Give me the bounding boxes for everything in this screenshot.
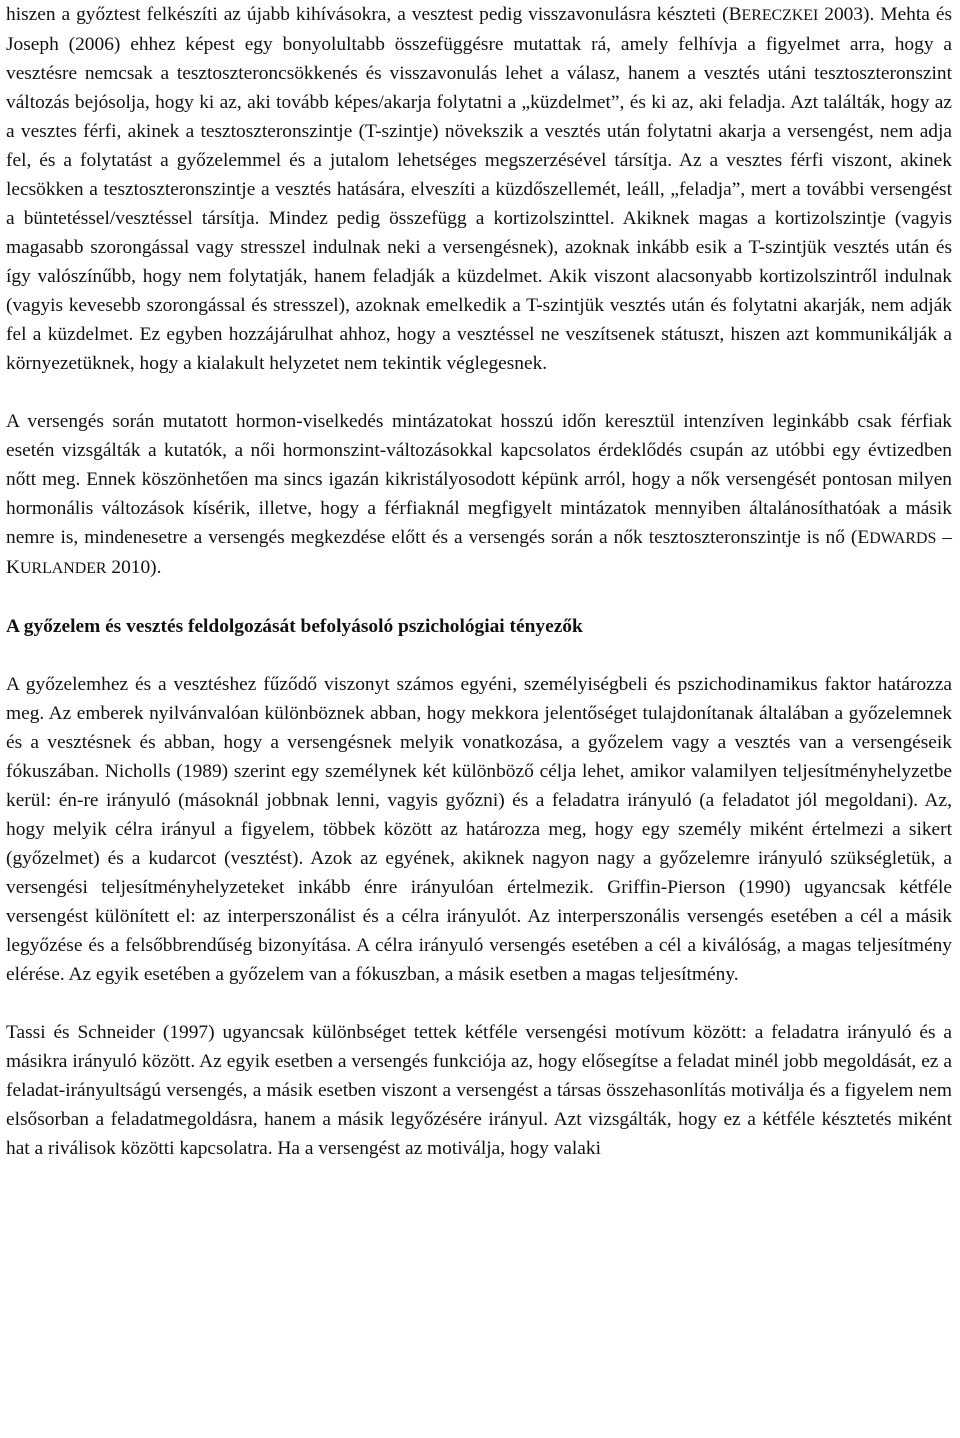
document-page [6,0,952,1163]
author-smallcaps: ERECZKEI [741,7,819,24]
section-heading: A győzelem és vesztés feldolgozását befolyásoló pszichológiai tényezők [6,616,583,637]
paragraph-text: 2003). Mehta és Joseph (2006) ehhez képest egy bonyolultabb összefüggésre mutattak rá, amely felhívja a figyelmet arra, hogy a vesztésre nemcsak a tesztoszteroncsökkenés és visszavonulás lehet a válasz, hanem a vesztés utáni tesztoszteronszint változás bejósolja, hogy ki az, aki tovább képes/akarja folytatni a „küzdelmet”, és ki az, aki feladja. Azt találták, hogy az a vesztes férfi, akinek a tesztoszteronszintje (T-szintje) növekszik a vesztés után folytatni akarja a versengést, nem adja fel, és a folytatást a győzelemmel és a jutalom lehetséges megszerzésével társítja. Az a vesztes férfi viszont, akinek lecsökken a tesztoszteronszintje a vesztés hatására, elveszíti a küzdőszellemét, leáll, „feladja”, mert a további versengést a büntetéssel/vesztéssel társítja. Mindez pedig összefügg a kortizolszinttel. Akiknek magas a kortizolszintje (vagyis magasabb szorongással vagy stresszel indulnak neki a versengésnek), azoknak inkább esik a T-szintjük vesztés után és így valószínűbb, hogy nem folytatják, hanem feladják a küzdelmet. Akik viszont alacsonyabb kortizolszintről indulnak (vagyis kevesebb szorongással és stresszel), azoknak emelkedik a T-szintjük vesztés után és folytatni akarják, nem adják fel a küzdelmet. Ez egyben hozzájárulhat ahhoz, hogy a vesztéssel ne veszítsenek státuszt, hiszen azt kommunikálják a környezetüknek, hogy a kialakult helyzetet nem tekintik véglegesnek. [6,4,952,374]
paragraph-text: 2010). [106,557,162,578]
paragraph-testosterone-loss [6,0,952,378]
paragraph-psychological-factors: A győzelemhez és a vesztéshez fűződő viszonyt számos egyéni, személyiségbeli és pszichodinamikus faktor határozza meg. Az emberek nyilvánvalóan különböznek abban, hogy mekkora jelentőséget tulajdonítanak általában a győzelemnek és a vesztésnek és abban, hogy a versengésnek melyik vonatkozása, a győzelem vagy a vesztés van a versengéseik fókuszában. Nicholls (1989) szerint egy személynek két különböző célja lehet, amikor valamilyen teljesítményhelyzetbe kerül: én-re irányuló (másoknál jobbnak lenni, vagyis győzni) és a feladatra irányuló (a feladatot jól megoldani). Az, hogy melyik célra irányul a figyelem, többek között az határozza meg, hogy egy személy miként értelmezi a sikert (győzelmet) és a kudarcot (vesztést). Azok az egyének, akiknek nagyon nagy a győzelemre irányuló szükségletük, a versengési teljesítményhelyzeteket inkább énre irányulóan értelmezik. Griffin-Pierson (1990) ugyancsak kétféle versengést különített el: az interperszonálist és a célra irányulót. Az interperszonális versengés esetében a cél a másik legyőzése és a felsőbbrendűség bizonyítása. A célra irányuló versengés esetében a cél a kiválóság, a magas teljesítmény elérése. Az egyik esetében a győzelem van a fókuszban, a másik esetben a magas teljesítmény. [6,674,952,985]
paragraph-text: A versengés során mutatott hormon-viselkedés mintázatokat hosszú időn keresztül intenzíven leginkább csak férfiak esetén vizsgálták a kutatók, a női hormonszint-változásokkal kapcsolatos érdeklődés csupán az utóbbi egy évtizedben nőtt meg. Ennek köszönhetően ma sincs igazán kikristályosodott képünk arról, hogy a nők versengését pontosan milyen hormonális változások kísérik, illetve, hogy a férfiaknál megfigyelt mintázatok mennyiben általánosíthatóak a másik nemre is, mindenesetre a versengés megkezdése előtt és a versengés során a nők tesztoszteronszintje is nő (E [6,411,952,548]
paragraph-women-hormones [6,407,952,583]
author-smallcaps: URLANDER [20,560,107,577]
paragraph-competition-motives: Tassi és Schneider (1997) ugyancsak különbséget tettek kétféle versengési motívum között: a feladatra irányuló és a másikra irányuló között. Az egyik esetben a versengés funkciója az, hogy elősegítse a feladat minél jobb megoldását, ez a feladat-irányultságú versengés, a másik esetben viszont a versengést a társas összehasonlítás motiválja és a figyelem nem elsősorban a feladatmegoldásra, hanem a másik legyőzésére irányul. Azt vizsgálták, hogy ez a kétféle késztetés miként hat a riválisok közötti kapcsolatra. Ha a versengést az motiválja, hogy valaki [6,1022,952,1159]
paragraph-text: hiszen a győztest felkészíti az újabb kihívásokra, a vesztest pedig visszavonulásra készteti (B [6,4,742,25]
paragraph-text: – K [6,527,953,578]
author-smallcaps: DWARDS [869,530,937,547]
